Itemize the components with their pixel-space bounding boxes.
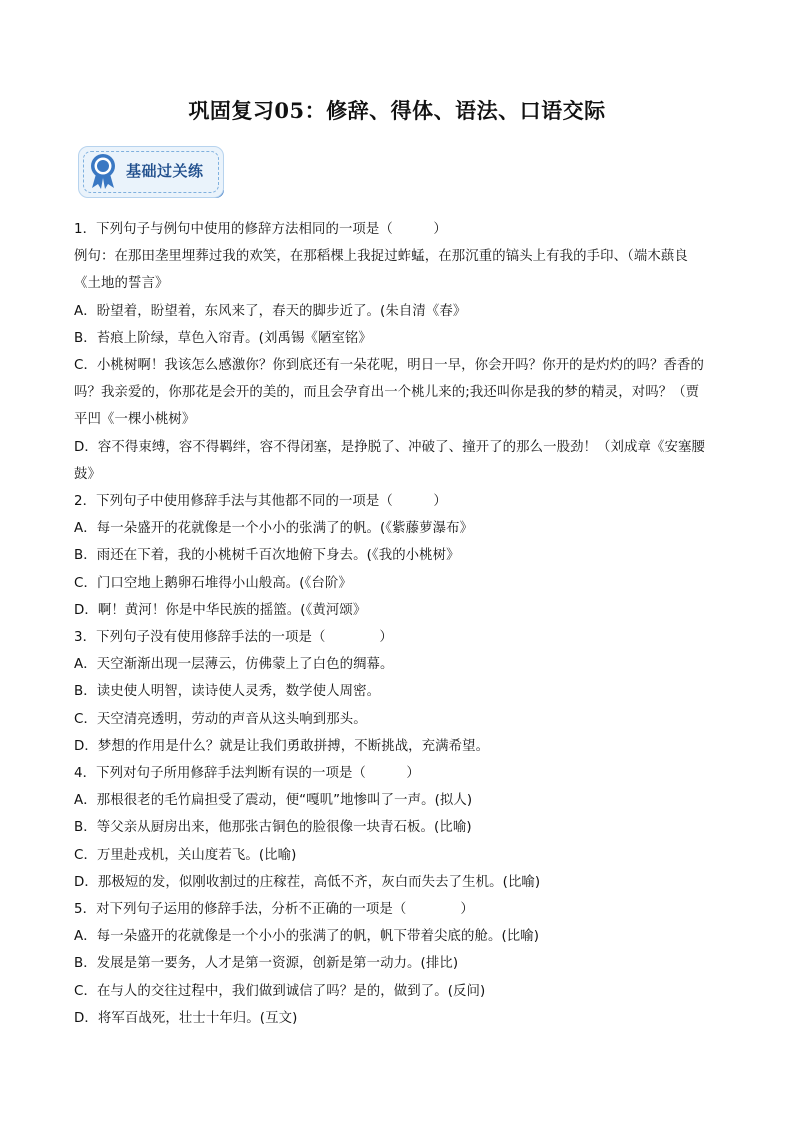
section-badge-label: 基础过关练 xyxy=(126,162,204,180)
page-title: 巩固复习05：修辞、得体、语法、口语交际 xyxy=(188,98,606,123)
text-line: 1．下列句子与例句中使用的修辞方法相同的一项是（ ） xyxy=(74,222,447,237)
text-line: C．万里赴戎机，关山度若飞。(比喻) xyxy=(74,847,297,863)
text-line: D．将军百战死，壮士十年归。(互文) xyxy=(74,1010,298,1026)
text-line: A．每一朵盛开的花就像是一个小小的张满了的帆。(《紫藤萝瀑布》 xyxy=(74,521,474,537)
question-list xyxy=(74,216,724,1032)
text-line: B．雨还在下着，我的小桃树千百次地俯下身去。(《我的小桃树》 xyxy=(74,548,460,564)
text-line: 5．对下列句子运用的修辞手法，分析不正确的一项是（ ） xyxy=(74,902,474,918)
text-line: C．天空清亮透明，劳动的声音从这头响到那头。 xyxy=(74,711,367,727)
text-line: 4．下列对句子所用修辞手法判断有误的一项是（ ） xyxy=(74,766,420,782)
text-line: 例句：在那田垄里埋葬过我的欢笑，在那稻棵上我捉过蚱蜢，在那沉重的镐头上有我的手印、（端木蕻良 xyxy=(74,249,688,265)
text-line: B．苔痕上阶绿，草色入帘青。(刘禹锡《陋室铭》 xyxy=(74,330,372,346)
text-line: 鼓》 xyxy=(74,466,101,482)
text-line: D．啊！黄河！你是中华民族的摇篮。(《黄河颂》 xyxy=(74,602,367,618)
text-line: C．在与人的交往过程中，我们做到诚信了吗？是的，做到了。(反问) xyxy=(74,983,486,999)
text-line: C．门口空地上鹅卵石堆得小山般高。(《台阶》 xyxy=(74,575,352,591)
text-line: B．发展是第一要务，人才是第一资源，创新是第一动力。(排比) xyxy=(74,956,459,972)
text-line: A．那根很老的毛竹扁担受了震动，便“嘎叽”地惨叫了一声。(拟人) xyxy=(74,793,473,809)
text-line: 《土地的誓言》 xyxy=(74,276,169,292)
text-line: C．小桃树啊！我该怎么感激你？你到底还有一朵花呢，明日一早，你会开吗？你开的是灼灼的吗？香香的 xyxy=(74,358,705,374)
text-line: D．那极短的发，似刚收割过的庄稼茬，高低不齐，灰白而失去了生机。(比喻) xyxy=(74,874,541,890)
text-line: A．天空渐渐出现一层薄云，仿佛蒙上了白色的绸幕。 xyxy=(74,657,394,673)
text-line: B．读史使人明智，读诗使人灵秀，数学使人周密。 xyxy=(74,684,381,700)
text-line: A．每一朵盛开的花就像是一个小小的张满了的帆，帆下带着尖底的舱。(比喻) xyxy=(74,929,540,945)
text-line: B．等父亲从厨房出来，他那张古铜色的脸很像一块青石板。(比喻) xyxy=(74,820,472,836)
text-line: A．盼望着，盼望着，东风来了，春天的脚步近了。(朱自清《春》 xyxy=(74,303,467,319)
text-line: 平凹《一棵小桃树》 xyxy=(74,412,196,428)
medal-icon xyxy=(88,152,118,190)
text-line: 吗？我亲爱的，你那花是会开的美的，而且会孕育出一个桃儿来的;我还叫你是我的梦的精灵，对吗？（贾 xyxy=(74,385,700,401)
text-line: 3．下列句子没有使用修辞手法的一项是（ ） xyxy=(74,630,393,646)
text-line: D．容不得束缚，容不得羁绊，容不得闭塞，是挣脱了、冲破了、撞开了的那么一股劲！（刘成章《安塞腰 xyxy=(74,439,705,455)
section-badge xyxy=(78,146,224,198)
text-line: 2．下列句子中使用修辞手法与其他都不同的一项是（ ） xyxy=(74,494,447,510)
text-line: D．梦想的作用是什么？就是让我们勇敢拼搏，不断挑战，充满希望。 xyxy=(74,738,490,754)
